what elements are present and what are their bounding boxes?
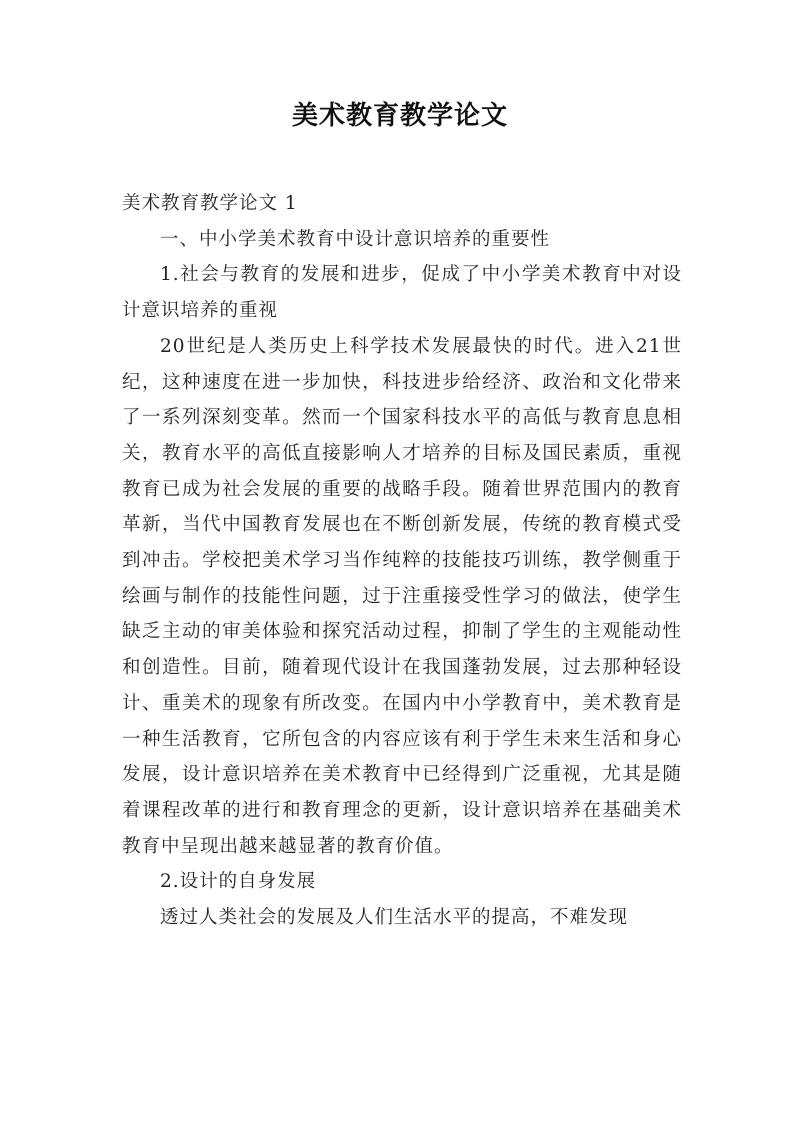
document-title: 美术教育教学论文	[291, 101, 508, 131]
body-paragraph: 20世纪是人类历史上科学技术发展最快的时代。进入21世纪，这种速度在进一步加快，科技进步给经济、政治和文化带来了一系列深刻变革。然而一个国家科技水平的高低与教育息息相关，教育水平的高低直接影响人才培养的目标及国民素质，重视教育已成为社会发展的重要的战略手段。随着世界范围内的教育革新，当代中国教育发展也在不断创新发展，传统的教育模式受到冲击。学校把美术学习当作纯粹的技能技巧训练，教学侧重于绘画与制作的技能性问题，过于注重接受性学习的做法，使学生缺乏主动的审美体验和探究活动过程，抑制了学生的主观能动性和创造性。目前，随着现代设计在我国蓬勃发展，过去那种轻设计、重美术的现象有所改变。在国内中小学教育中，美术教育是一种生活教育，它所包含的内容应该有利于学生未来生活和身心发展，设计意识培养在美术教育中已经得到广泛重视，尤其是随着课程改革的进行和教育理念的更新，设计意识培养在基础美术教育中呈现出越来越显著的教育价值。	[122, 335, 682, 857]
point-heading: 2.设计的自身发展	[160, 871, 317, 893]
document-body	[122, 186, 682, 936]
body-paragraph: 透过人类社会的发展及人们生活水平的提高，不难发现	[160, 907, 629, 929]
point-heading: 1.社会与教育的发展和进步，促成了中小学美术教育中对设计意识培养的重视	[122, 264, 682, 322]
section-heading: 美术教育教学论文 1	[122, 193, 298, 214]
subsection-heading: 一、中小学美术教育中设计意识培养的重要性	[160, 228, 551, 250]
